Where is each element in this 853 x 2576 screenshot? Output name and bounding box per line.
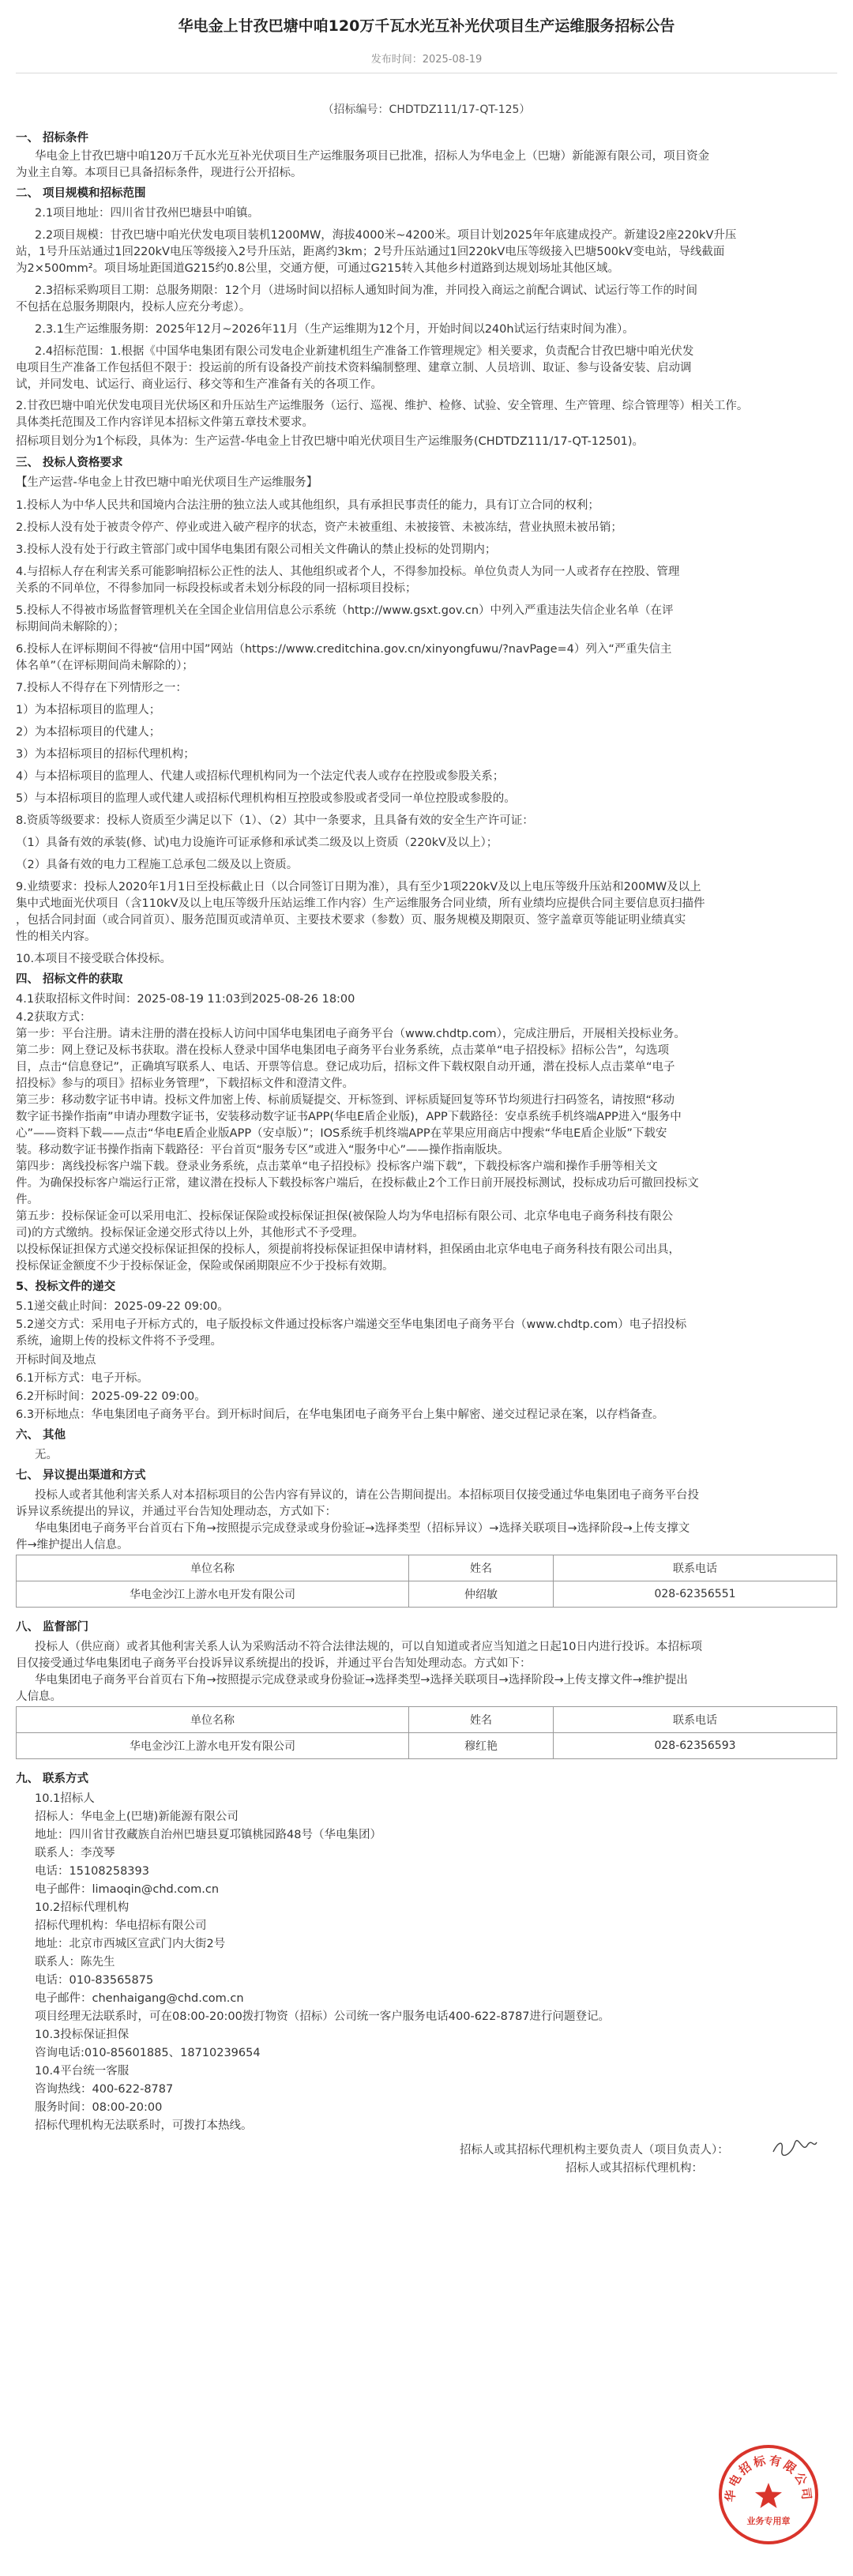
body-text-line: 9.业绩要求：投标人2020年1月1日至投标截止日（以合同签订日期为准），具有至少1项220kV及以上电压等级升压站和200MW及以上 (16, 881, 701, 893)
table-cell: 028-62356593 (554, 1733, 837, 1759)
company-seal-icon (717, 2443, 820, 2546)
body-text-line: 招标项目划分为1个标段，具体为：生产运营-华电金上甘孜巴塘中咱光伏项目生产运维服务(CHDTDZ111/17-QT-12501)。 (16, 435, 644, 448)
body-text-line: 目，点击“信息登记”，正确填写联系人、电话、开票等信息。登记成功后，招标文件下载权限自动开通，潜在投标人点击菜单“电子 (16, 1061, 675, 1074)
supervision-contact-table (16, 1706, 837, 1759)
body-text-line: 招标人或其招标代理机构主要负责人（项目负责人）： (460, 2144, 729, 2157)
body-text-line: 服务时间：08:00-20:00 (35, 2101, 163, 2114)
section-heading: 七、 异议提出渠道和方式 (16, 1469, 146, 1482)
body-text-line: 6.投标人在评标期间不得被“信用中国”网站（https://www.creditchina.gov.cn/xinyongfuwu/?navPage=4）列入“严重失信主 (16, 643, 672, 656)
body-text-line: 电子邮件：chenhaigang@chd.com.cn (35, 1992, 244, 2005)
body-text-line: 1.投标人为中华人民共和国境内合法注册的独立法人或其他组织，具有承担民事责任的能力，具有订立合同的权利； (16, 499, 599, 512)
table-cell: 华电金沙江上游水电开发有限公司 (17, 1581, 409, 1608)
body-text-line: （2）具备有效的电力工程施工总承包二级及以上资质。 (16, 859, 299, 871)
body-text-line: （1）具备有效的承装(修、试)电力设施许可证承修和承试类二级及以上资质（220kV及以上）； (16, 837, 498, 849)
publish-label: 发布时间： (370, 54, 423, 66)
body-text-line: 试，并同发电、试运行、商业运行、移交等和生产准备有关的各项工作。 (16, 378, 382, 391)
body-text-line: 2.3招标采购项目工期：总服务期限：12个月（进场时间以招标人通知时间为准，并同投入商运之前配合调试、试运行等工作的时间 (35, 284, 698, 297)
body-text-line: 招标人或其招标代理机构： (566, 2162, 703, 2175)
body-text-line: 咨询热线：400-622-8787 (35, 2083, 174, 2096)
body-text-line: 3）为本招标项目的招标代理机构； (16, 748, 195, 761)
table-header-cell: 单位名称 (17, 1707, 409, 1733)
body-text-line: 招标代理机构：华电招标有限公司 (35, 1920, 207, 1932)
body-text-line: 不包括在总服务期限内，投标人应充分考虑）。 (16, 301, 251, 314)
body-text-line: 人信息。 (16, 1690, 62, 1703)
table-row (17, 1581, 837, 1608)
body-text-line: 站，1号升压站通过1回220kV电压等级接入2号升压站，距离约3km；2号升压站通过1回220kV电压等级接入巴塘500kV变电站，导线截面 (16, 246, 725, 258)
section-heading: 四、 招标文件的获取 (16, 973, 123, 986)
body-text-line: 8.资质等级要求：投标人资质至少满足以下（1）、（2）其中一条要求，且具备有效的安全生产许可证： (16, 814, 534, 827)
body-text-line: 关系的不同单位，不得参加同一标段投标或者未划分标段的同一招标项目投标； (16, 582, 417, 595)
body-text-line: 咨询电话:010-85601885、18710239654 (35, 2047, 261, 2059)
body-text-line: 招投标》参与的项目》招标业务管理”，下载招标文件和澄清文件。 (16, 1077, 355, 1090)
body-text-line: 5.1递交截止时间：2025-09-22 09:00。 (16, 1300, 229, 1313)
body-text-line: 性的相关内容。 (16, 931, 96, 943)
body-text-line: 无。 (35, 1449, 58, 1461)
section-heading: 二、 项目规模和招标范围 (16, 187, 146, 200)
table-cell: 仲绍敏 (409, 1581, 554, 1608)
body-text-line: 装。移动数字证书操作指南下载路径：平台首页“服务专区”或进入“服务中心”——操作指南版块。 (16, 1144, 509, 1156)
body-text-line: 以投标保证担保方式递交投标保证担保的投标人，须提前将投标保证担保申请材料，担保函由北京华电电子商务科技有限公司出具， (16, 1243, 680, 1256)
body-text-line: 标期间尚未解除的）； (16, 621, 125, 634)
body-text-line: 投标保证金额度不少于投标保证金，保险或保函期限应不少于投标有效期。 (16, 1260, 394, 1273)
body-text-line: 4.1获取招标文件时间：2025-08-19 11:03到2025-08-26 18:00 (16, 993, 355, 1006)
body-text-line: 目仅接受通过华电集团电子商务平台投诉异议系统提出的投诉，并通过平台告知处理动态。方式如下： (16, 1657, 532, 1670)
body-text-line: 【生产运营-华电金上甘孜巴塘中咱光伏项目生产运维服务】 (16, 476, 318, 489)
body-text-line: 投标人或者其他利害关系人对本招标项目的公告内容有异议的，请在公告期间提出。本招标项目仅接受通过华电集团电子商务平台投 (35, 1489, 699, 1502)
body-text-line: 5）与本招标项目的监理人或代建人或招标代理机构相互控股或参股或者受同一单位控股或参股的。 (16, 792, 516, 805)
body-text-line: 电子邮件：limaoqin@chd.com.cn (35, 1883, 220, 1896)
publish-time (0, 51, 853, 66)
body-text-line: 2.1项目地址：四川省甘孜州巴塘县中咱镇。 (35, 207, 260, 220)
body-text-line: 4）与本招标项目的监理人、代建人或招标代理机构同为一个法定代表人或存在控股或参股关系； (16, 770, 505, 783)
body-text-line: 件。 (16, 1194, 39, 1206)
body-text-line: 2.投标人没有处于被责令停产、停业或进入破产程序的状态，资产未被重组、未被接管、未被冻结，营业执照未被吊销； (16, 521, 622, 534)
section-heading: 六、 其他 (16, 1429, 66, 1442)
table-cell: 华电金沙江上游水电开发有限公司 (17, 1733, 409, 1759)
body-text-line: 系统，逾期上传的投标文件将不予受理。 (16, 1335, 222, 1348)
body-text-line: 6.2开标时间：2025-09-22 09:00。 (16, 1390, 206, 1403)
body-text-line: 电话：010-83565875 (35, 1974, 154, 1987)
body-text-line: 2.4招标范围：1.根据《中国华电集团有限公司发电企业新建机组生产准备工作管理规定》相关要求，负责配合甘孜巴塘中咱光伏发 (35, 345, 694, 358)
table-header-row (17, 1555, 837, 1581)
body-text-line: 件→维护提出人信息。 (16, 1539, 129, 1551)
body-text-line: 第三步：移动数字证书申请。投标文件加密上传、标前质疑提交、开标签到、评标质疑回复等环节均须进行扫码签名，请按照“移动 (16, 1094, 675, 1107)
body-text-line: 具体类托范围及工作内容详见本招标文件第五章技术要求。 (16, 416, 314, 429)
section-heading: 九、 联系方式 (16, 1773, 89, 1785)
body-text-line: 4.与招标人存在利害关系可能影响招标公正性的法人、其他组织或者个人，不得参加投标。单位负责人为同一人或者存在控股、管理 (16, 566, 680, 578)
body-text-line: 7.投标人不得存在下列情形之一： (16, 682, 187, 694)
page-title: 华电金上甘孜巴塘中咱120万千瓦水光互补光伏项目生产运维服务招标公告 (178, 17, 675, 35)
section-heading: 一、 招标条件 (16, 132, 89, 145)
body-text-line: 招标代理机构无法联系时，可拨打本热线。 (35, 2119, 253, 2132)
body-text-line: 招标人：华电金上(巴塘)新能源有限公司 (35, 1811, 239, 1823)
body-text-line: 华电集团电子商务平台首页右下角→按照提示完成登录或身份验证→选择类型（招标异议）→选择关联项目→选择阶段→上传支撑文 (35, 1522, 690, 1535)
body-text-line: 数字证书操作指南”申请办理数字证书，安装移动数字证书APP(华电E盾企业版)，APP下载路径：安卓系统手机终端APP进入“服务中 (16, 1111, 682, 1123)
body-text-line: 地址：北京市西城区宣武门内大街2号 (35, 1938, 226, 1950)
body-text-line: 10.2招标代理机构 (35, 1901, 130, 1914)
body-text-line: 10.4平台统一客服 (35, 2065, 130, 2078)
body-text-line: 10.本项目不接受联合体投标。 (16, 953, 172, 965)
section-heading: 5、投标文件的递交 (16, 1280, 116, 1293)
table-row (17, 1733, 837, 1759)
body-text-line: 1）为本招标项目的监理人； (16, 704, 161, 716)
body-text-line: 项目经理无法联系时，可在08:00-20:00拨打物资（招标）公司统一客户服务电话400-622-8787进行问题登记。 (35, 2010, 611, 2023)
body-text-line: 为2×500mm²。项目场址距国道G215约0.8公里，交通方便，可通过G215转入其他乡村道路到达规划场址其他区域。 (16, 262, 619, 275)
body-text-line: 地址：四川省甘孜藏族自治州巴塘县夏邛镇桃园路48号（华电集团） (35, 1829, 381, 1841)
body-text-line: 6.3开标地点：华电集团电子商务平台。到开标时间后，在华电集团电子商务平台上集中解密、递交过程记录在案，以存档备查。 (16, 1408, 664, 1421)
table-header-cell: 联系电话 (554, 1555, 837, 1581)
body-text-line: 集中式地面光伏项目（含110kV及以上电压等级升压站运维工作内容）生产运维服务合同业绩，所有业绩均应提供合同主要信息页扫描件 (16, 897, 705, 910)
body-text-line: 2.2项目规模：甘孜巴塘中咱光伏发电项目装机1200MW，海拔4000米~4200米。项目计划2025年年底建成投产。新建设2座220kV升压 (35, 229, 737, 242)
table-header-cell: 姓名 (409, 1555, 554, 1581)
body-text-line: 联系人：李茂琴 (35, 1847, 115, 1860)
body-text-line: 5.投标人不得被市场监督管理机关在全国企业信用信息公示系统（http://www.gsxt.gov.cn）中列入严重违法失信企业名单（在评 (16, 604, 674, 617)
body-text-line: 电话：15108258393 (35, 1865, 149, 1878)
body-text-line: 3.投标人没有处于行政主管部门或中国华电集团有限公司相关文件确认的禁止投标的处罚期内； (16, 543, 497, 556)
body-text-line: 联系人：陈先生 (35, 1956, 115, 1969)
publish-date: 2025-08-19 (422, 54, 483, 66)
body-text-line: 为业主自筹。本项目已具备招标条件，现进行公开招标。 (16, 167, 302, 179)
body-text-line: 心”——资料下载——点击“华电E盾企业版APP（安卓版）”；IOS系统手机终端APP在苹果应用商店中搜索“华电E盾企业版”下载安 (16, 1127, 667, 1140)
section-heading: 八、 监督部门 (16, 1621, 89, 1634)
svg-text:业务专用章: 业务专用章 (746, 2516, 791, 2526)
table-header-row (17, 1707, 837, 1733)
handwritten-signature (771, 2138, 818, 2160)
body-text-line: 投标人（供应商）或者其他利害关系人认为采购活动不符合法律法规的，可以自知道或者应当知道之日起10日内进行投诉。本招标项 (35, 1641, 702, 1653)
body-text-line: 10.3投标保证担保 (35, 2029, 130, 2041)
body-text-line: 华电金上甘孜巴塘中咱120万千瓦水光互补光伏项目生产运维服务项目已批准，招标人为华电金上（巴塘）新能源有限公司，项目资金 (35, 150, 710, 163)
body-text-line: 4.2获取方式： (16, 1011, 92, 1024)
body-text-line: 2.甘孜巴塘中咱光伏发电项目光伏场区和升压站生产运维服务（运行、巡视、维护、检修、试验、安全管理、生产管理、综合管理等）相关工作。 (16, 400, 749, 412)
body-text-line: 2.3.1生产运维服务期：2025年12月~2026年11月（生产运维期为12个月，开始时间以240h试运行结束时间为准）。 (35, 323, 634, 336)
body-text-line: ，包括合同封面（或合同首页）、服务范围页或清单页、主要技术要求（参数）页、服务规模及期限页、签字盖章页等能证明业绩真实 (16, 914, 686, 927)
body-text-line: 第五步：投标保证金可以采用电汇、投标保证保险或投标保证担保(被保险人均为华电招标有限公司、北京华电电子商务科技有限公 (16, 1210, 674, 1223)
body-text-line: 第四步：离线投标客户端下载。登录业务系统，点击菜单“电子招投标》投标客户端下载”，下载投标客户端和操作手册等相关文 (16, 1160, 658, 1173)
table-header-cell: 联系电话 (554, 1707, 837, 1733)
body-text-line: 开标时间及地点 (16, 1354, 96, 1367)
section-heading: 三、 投标人资格要求 (16, 457, 123, 469)
body-text-line: 体名单”（在评标期间尚未解除的）； (16, 660, 194, 672)
body-text-line: 第二步：网上登记及标书获取。潜在投标人登录中国华电集团电子商务平台业务系统，点击菜单“电子招投标》招标公告”，勾选项 (16, 1044, 670, 1057)
table-header-cell: 姓名 (409, 1707, 554, 1733)
body-text-line: 6.1开标方式：电子开标。 (16, 1372, 149, 1385)
body-text-line: 第一步：平台注册。请未注册的潜在投标人访问中国华电集团电子商务平台（www.chdtp.com），完成注册后，开展相关投标业务。 (16, 1028, 686, 1040)
body-text-line: 2）为本招标项目的代建人； (16, 726, 161, 739)
body-text-line: 司)的方式缴纳。投标保证金递交形式待以上外，其他形式不予受理。 (16, 1227, 364, 1239)
body-text-line: 10.1招标人 (35, 1792, 95, 1805)
table-cell: 穆红艳 (409, 1733, 554, 1759)
table-header-cell: 单位名称 (17, 1555, 409, 1581)
table-cell: 028-62356551 (554, 1581, 837, 1608)
body-text-line: 5.2递交方式：采用电子开标方式的，电子版投标文件通过投标客户端递交至华电集团电子商务平台（www.chdtp.com）电子招投标 (16, 1318, 687, 1331)
body-text-line: 诉异议系统提出的异议，并通过平台告知处理动态，方式如下： (16, 1506, 336, 1518)
svg-text:华电招标有限公司: 华电招标有限公司 (723, 2453, 814, 2503)
bid-number: （招标编号：CHDTDZ111/17-QT-125） (322, 103, 531, 116)
objection-contact-table (16, 1555, 837, 1608)
body-text-line: 华电集团电子商务平台首页右下角→按照提示完成登录或身份验证→选择类型→选择关联项目→选择阶段→上传支撑文件→维护提出 (35, 1674, 688, 1687)
body-text-line: 件。为确保投标客户端运行正常，建议潜在投标人下载投标客户端后，在投标截止2个工作日前开展投标测试，投标成功后可撤回投标文 (16, 1177, 699, 1190)
body-text-line: 电项目生产准备工作包括但不限于：投运前的所有设备投产前技术资料编制整理、建章立制、人员培训、取证、参与设备安装、启动调 (16, 362, 692, 374)
